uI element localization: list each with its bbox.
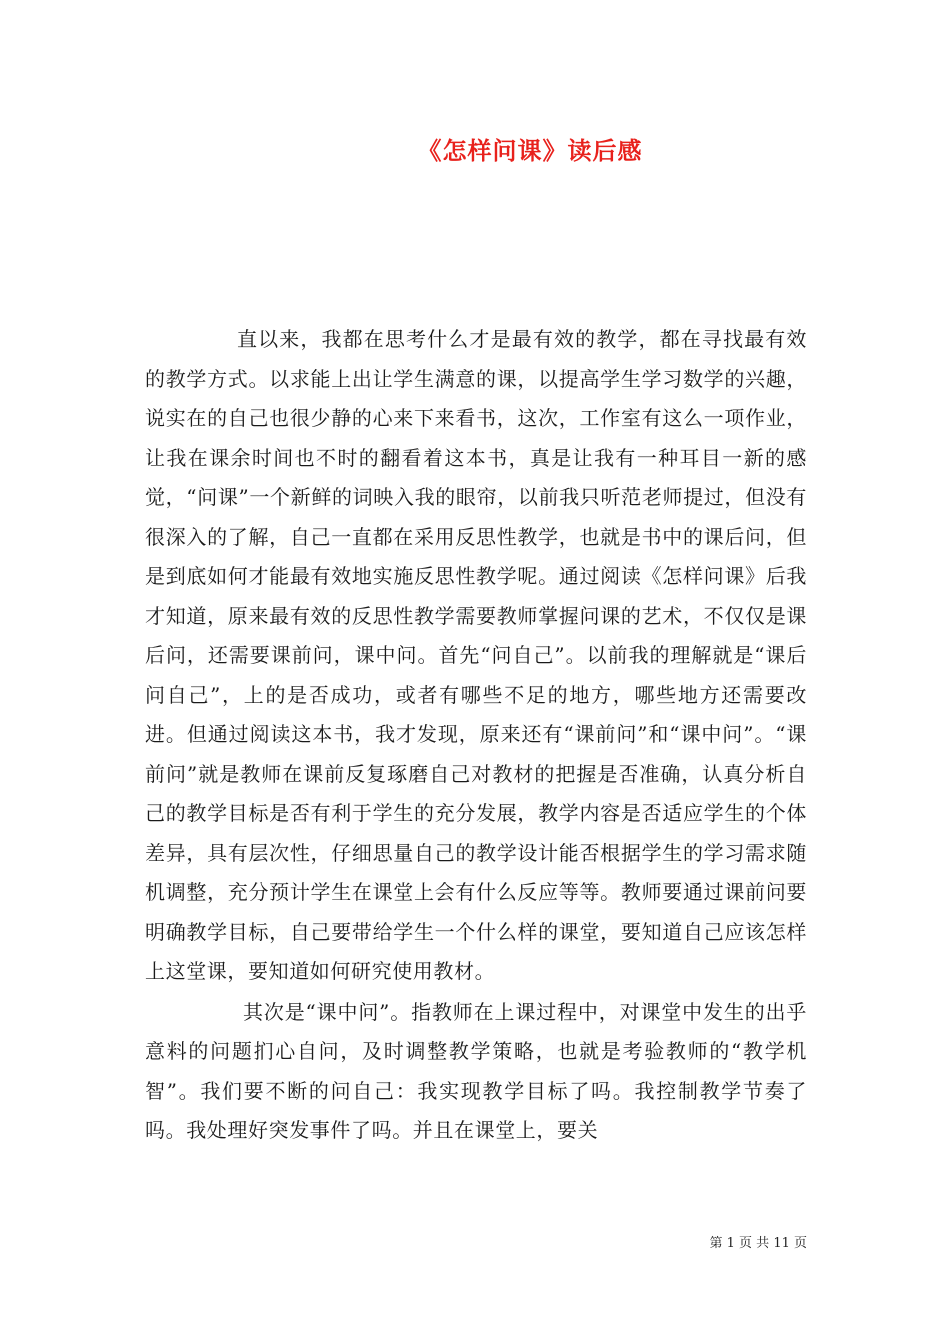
body-paragraph: 直以来，我都在思考什么才是最有效的教学，都在寻找最有效的教学方式。以求能上出让学生满意的课，以提高学生学习数学的兴趣，说实在的自己也很少静的心来下来看书，这次，工作室有这么一项作业，让我在课余时间也不时的翻看着这本书，真是让我有一种耳目一新的感觉，“问课”一个新鲜的词映入我的眼帘，以前我只听范老师提过，但没有很深入的了解，自己一直都在采用反思性教学，也就是书中的课后问，但是到底如何才能最有效地实施反思性教学呢。通过阅读《怎样问课》后我才知道，原来最有效的反思性教学需要教师掌握问课的艺术，不仅仅是课后问，还需要课前问，课中问。首先“问自己”。以前我的理解就是“课后问自己”，上的是否成功，或者有哪些不足的地方，哪些地方还需要改进。但通过阅读这本书，我才发现，原来还有“课前问”和“课中问”。“课前问”就是教师在课前反复琢磨自己对教材的把握是否准确，认真分析自己的教学目标是否有利于学生的充分发展，教学内容是否适应学生的个体差异，具有层次性，仔细思量自己的教学设计能否根据学生的学习需求随机调整，充分预计学生在课堂上会有什么反应等等。教师要通过课前问要明确教学目标，自己要带给学生一个什么样的课堂，要知道自己应该怎样上这堂课，要知道如何研究使用教材。 [145,327,807,983]
document-title: 《怎样问课》读后感 [417,136,643,165]
document-body [145,320,807,1151]
body-paragraph: 其次是“课中问”。指教师在上课过程中，对课堂中发生的出乎意料的问题扪心自问，及时调整教学策略，也就是考验教师的“教学机智”。我们要不断的问自己：我实现教学目标了吗。我控制教学节奏了吗。我处理好突发事件了吗。并且在课堂上，要关 [145,999,807,1142]
page-number-footer: 第 1 页 共 11 页 [709,1236,807,1251]
